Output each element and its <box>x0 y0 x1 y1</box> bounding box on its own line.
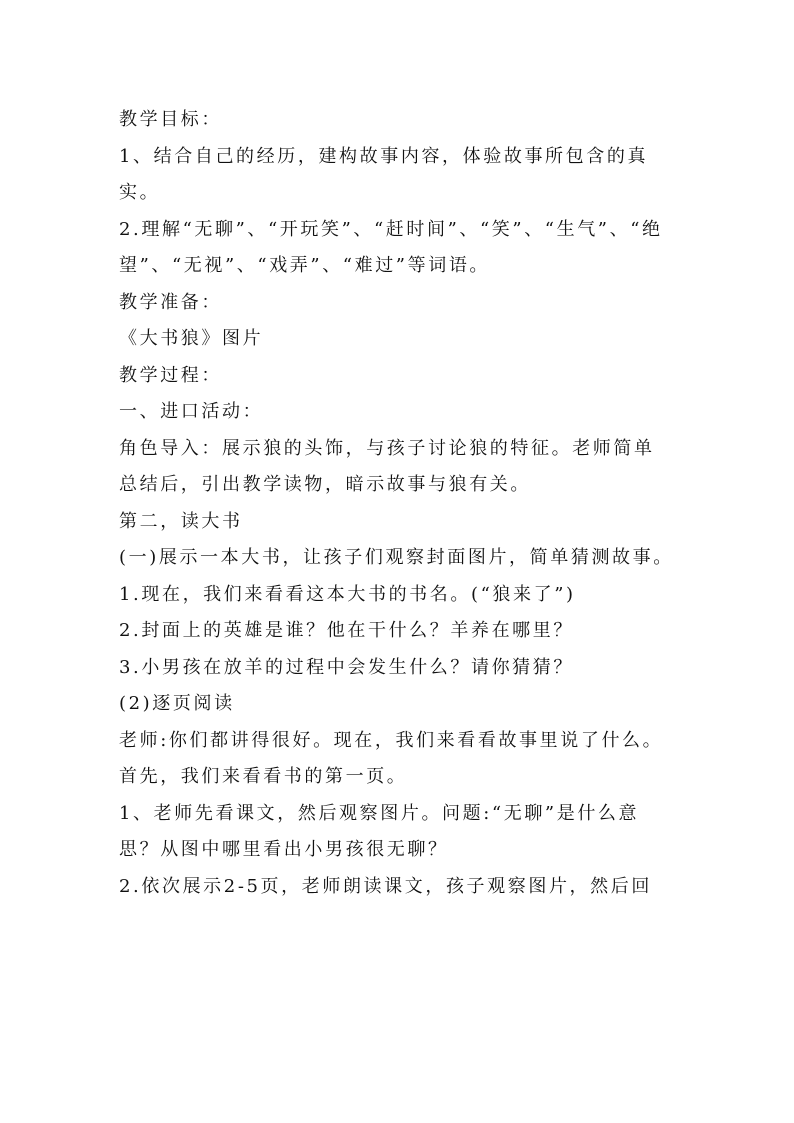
heading-teaching-preparation: 教学准备： <box>119 291 222 313</box>
section-1-paragraph-line-2: 总结后，引出教学读物，暗示故事与狼有关。 <box>119 474 531 495</box>
step-1-line-2: 思？从图中哪里看出小男孩很无聊？ <box>119 839 449 860</box>
heading-teaching-objectives: 教学目标： <box>119 109 222 130</box>
subsection-2-heading: (2)逐页阅读 <box>119 693 235 714</box>
step-2-line-1: 2.依次展示2-5页，老师朗读课文，孩子观察图片，然后回 <box>119 875 652 897</box>
question-1: 1.现在，我们来看看这本大书的书名。(“狼来了”) <box>119 583 576 605</box>
section-1-paragraph-line-1: 角色导入：展示狼的头饰，与孩子讨论狼的特征。老师简单 <box>119 437 655 459</box>
objective-1-line-2: 实。 <box>119 182 161 203</box>
teacher-speech-line-1: 老师:你们都讲得很好。现在，我们来看看故事里说了什么。 <box>119 729 664 751</box>
teacher-speech-line-2: 首先，我们来看看书的第一页。 <box>119 766 408 787</box>
document-body <box>119 102 679 905</box>
question-3: 3.小男孩在放羊的过程中会发生什么？请你猜猜？ <box>119 656 574 678</box>
preparation-item: 《大书狼》图片 <box>119 328 264 349</box>
section-1-heading: 一、进口活动： <box>119 401 264 422</box>
heading-teaching-process: 教学过程： <box>119 364 222 386</box>
subsection-1-heading: (一)展示一本大书，让孩子们观察封面图片，简单猜测故事。 <box>119 547 674 568</box>
section-2-heading: 第二，读大书 <box>119 510 243 532</box>
objective-2-line-1: 2.理解“无聊”、“开玩笑”、“赶时间”、“笑”、“生气”、“绝 <box>119 218 663 240</box>
question-2: 2.封面上的英雄是谁？他在干什么？羊养在哪里？ <box>119 620 574 641</box>
step-1-line-1: 1、老师先看课文，然后观察图片。问题:“无聊”是什么意 <box>119 802 640 824</box>
objective-2-line-2: 望”、“无视”、“戏弄”、“难过”等词语。 <box>119 255 491 276</box>
objective-1-line-1: 1、结合自己的经历，建构故事内容，体验故事所包含的真 <box>119 145 649 167</box>
